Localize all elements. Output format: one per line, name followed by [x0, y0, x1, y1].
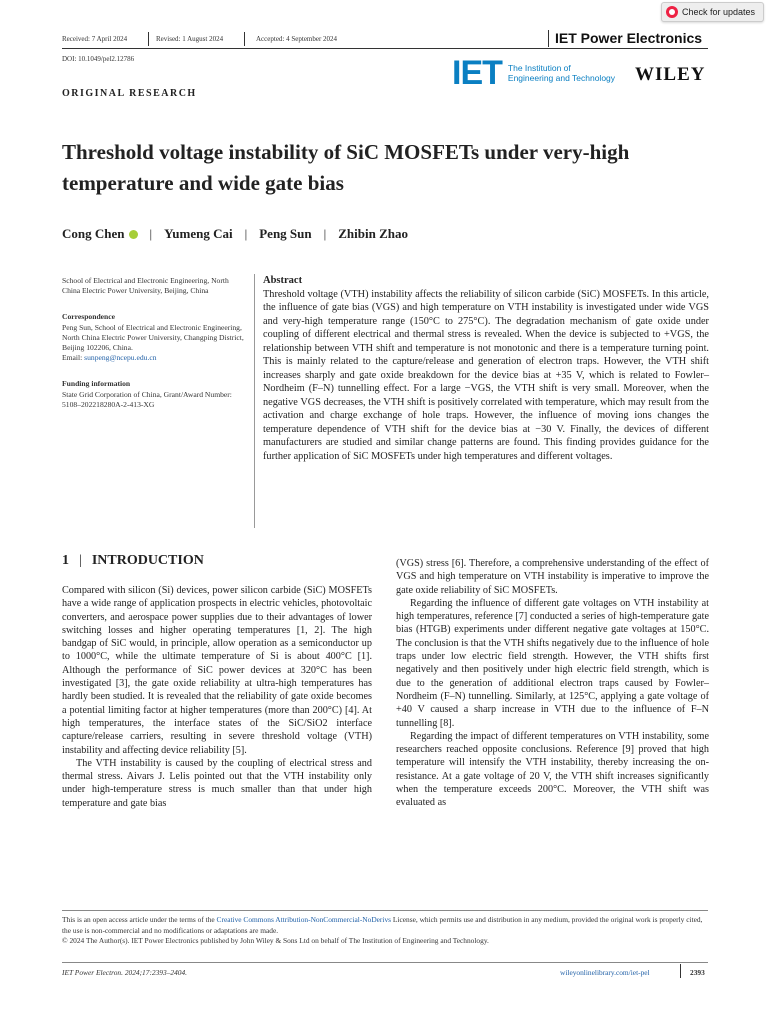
- sidebar: [62, 276, 247, 410]
- license-note: [62, 915, 708, 947]
- footer-rule: [62, 910, 708, 911]
- email-label: Email:: [62, 353, 83, 363]
- article-type: ORIGINAL RESEARCH: [62, 88, 197, 99]
- abstract-text: Threshold voltage (VTH) instability affects the reliability of silicon carbide (SiC) MOSFETs. In this article, the influence of gate bias (VGS) and high temperature on VTH instability is investigated under wide VGS and very-high temperature range (150°C to 275°C). The degradation mechanism of gate oxide under coupling of different electrical and thermal stress is revealed. When the device is subjected to +VGS, the relationship between VTH shift and temperature is not monotonic and there is a temperature turning point. This is mainly related to the capture/release and generation of electron traps. However, the VTH shift increases sharply and gate oxide breakdown for the device bias at +35 V, which is related to Fowler–Nordheim (F–N) tunnelling effect. For a large −VGS, the VTH shift is very small. Moreover, when the negative VGS decreases, the VTH shift is positively correlated with temperature, which may result from the activation and charge exchange of hole traps. However, the influence of moving ions changes the temperature dependence of VTH shift for the device bias at −30 V. Finally, the devices of different manufacturers are studied and similar change patterns are found. This finding provides guidance for the further application of SiC MOSFETs under high temperatures and different voltages.: [263, 288, 709, 462]
- abstract-block: [263, 274, 709, 463]
- section-number: 1: [62, 553, 69, 568]
- iet-name: [508, 63, 615, 83]
- author-separator: |: [323, 226, 327, 241]
- title-line-2: temperature and wide gate bias: [62, 171, 344, 195]
- divider: [148, 32, 149, 46]
- doi: DOI: 10.1049/pel2.12786: [62, 55, 135, 63]
- author[interactable]: Peng Sun: [259, 226, 312, 241]
- revised-date: Revised: 1 August 2024: [156, 35, 224, 43]
- paragraph: (VGS) stress [6]. Therefore, a comprehensive understanding of the effect of VGS and high temperature on VTH instability is imperative to improve the gate oxide reliability of SiC MOSFETs.: [396, 558, 709, 596]
- funding-heading: Funding information: [62, 379, 131, 389]
- received-date: Received: 7 April 2024: [62, 35, 128, 43]
- right-column: [396, 557, 709, 810]
- crossmark-icon: [666, 6, 678, 18]
- iet-line1: The Institution of: [507, 63, 571, 73]
- paragraph: Regarding the impact of different temperatures on VTH instability, some researchers reached opposite conclusions. Reference [9] proved that high temperature will intensify the VTH instability, thereby increasing the on-resistance. At a gate voltage of 20 V, the VTH shift increases significantly when the temperature exceeds 200°C. Moreover, the VTH shift was evaluated as: [396, 730, 709, 809]
- correspondence-text: Peng Sun, School of Electrical and Electronic Engineering, North China Electric Power University, Changping District, Beijing 102206, China.: [62, 322, 244, 353]
- author[interactable]: Zhibin Zhao: [338, 226, 408, 241]
- iet-logo: [452, 54, 616, 92]
- license-post: License, which permits use and distribution in any medium, provided the original work is properly cited, the use is non-commercial and no modifications or adaptations are made.: [62, 915, 703, 935]
- author[interactable]: Cong Chen: [62, 226, 125, 241]
- accepted-date: Accepted: 4 September 2024: [256, 35, 338, 43]
- citation: IET Power Electron. 2024;17:2393–2404.: [62, 968, 188, 977]
- bottom-rule: [62, 962, 708, 963]
- divider: [244, 32, 245, 46]
- iet-line2: Engineering and Technology: [507, 73, 616, 83]
- funding-text: State Grid Corporation of China, Grant/Award Number: 5108–202218280A-2-413-XG: [62, 389, 232, 409]
- author-separator: |: [244, 226, 248, 241]
- header-rule: [62, 48, 708, 49]
- author-separator: |: [149, 226, 153, 241]
- license-pre: This is an open access article under the terms of the: [62, 915, 215, 924]
- journal-url[interactable]: wileyonlinelibrary.com/iet-pel: [560, 968, 650, 977]
- wiley-logo: WILEY: [635, 64, 706, 85]
- copyright: © 2024 The Author(s). IET Power Electronics published by John Wiley & Sons Ltd on behalf of The Institution of Engineering and Technology.: [62, 936, 489, 945]
- check-for-updates-label: Check for updates: [681, 7, 755, 17]
- license-link[interactable]: Creative Commons Attribution-NonCommercial-NoDerivs: [216, 915, 392, 924]
- page-number: 2393: [690, 968, 705, 977]
- orcid-icon[interactable]: [129, 230, 138, 239]
- email-line: [62, 353, 247, 363]
- affiliation: School of Electrical and Electronic Engineering, North China Electric Power University, Beijing, China: [62, 276, 229, 296]
- divider: [680, 964, 681, 978]
- paragraph: The VTH instability is caused by the coupling of electrical stress and thermal stress. Aivars J. Lelis pointed out that the VTH instability only under high-temperature stress is much smaller than that under high temperature and gate bias: [62, 757, 372, 809]
- email-link[interactable]: sunpeng@ncepu.edu.cn: [84, 353, 157, 363]
- paragraph: Regarding the influence of different gate voltages on VTH instability at high temperatures, reference [7] conducted a series of high-temperature gate bias (HTGB) experiments under different negative gate voltages at 150°C. The conclusion is that the VTH shifts negatively due to the influence of hole traps under low electric field strength. However, the VTH shifts first negatively and then positively under high electric field strength, which is due to the generation of additional electron traps caused by Fowler–Nordheim (F–N) tunnelling. Similarly, at 125°C, applying a gate voltage of +40 V caused a sharp increase in VTH due to the influence of F–N tunnelling [8].: [396, 597, 709, 729]
- section-title: INTRODUCTION: [91, 553, 204, 568]
- section-heading: 1 | INTRODUCTION: [62, 553, 204, 568]
- abstract-rule: [254, 274, 255, 528]
- author[interactable]: Yumeng Cai: [164, 226, 233, 241]
- author-list: [62, 226, 408, 242]
- article-title: [62, 137, 722, 199]
- abstract-heading: Abstract: [263, 275, 303, 286]
- title-line-1: Threshold voltage instability of SiC MOSFETs under very-high: [62, 140, 630, 164]
- check-for-updates-button[interactable]: [661, 2, 764, 22]
- paragraph: Compared with silicon (Si) devices, power silicon carbide (SiC) MOSFETs have a wide range of application prospects in electric vehicles, photovoltaic converters, and aerospace power supplies due to their advantages of lower switching losses and higher operating temperatures [1, 2]. The high bandgap of SiC would, in principle, allow operation as a semiconductor up to 1000°C, while the ultimate temperature of Si is about 400°C [1]. Although the performance of SiC power devices at 320°C has been investigated [3], the gate oxide reliability at ultra-high temperatures has hardly been studied. It is revealed that the reliability of gate oxide becomes a potential limiting factor at higher temperatures (more than 200°C) [4]. At high temperatures, the interface states of the SiC/SiO2 interface capture/release carriers, resulting in severe threshold voltage (VTH) instability and affecting device reliability [5].: [62, 585, 372, 756]
- left-column: [62, 584, 372, 810]
- iet-mark: IET: [452, 54, 502, 92]
- journal-name: IET Power Electronics: [555, 30, 703, 46]
- divider: [548, 30, 549, 47]
- correspondence-heading: Correspondence: [62, 312, 116, 322]
